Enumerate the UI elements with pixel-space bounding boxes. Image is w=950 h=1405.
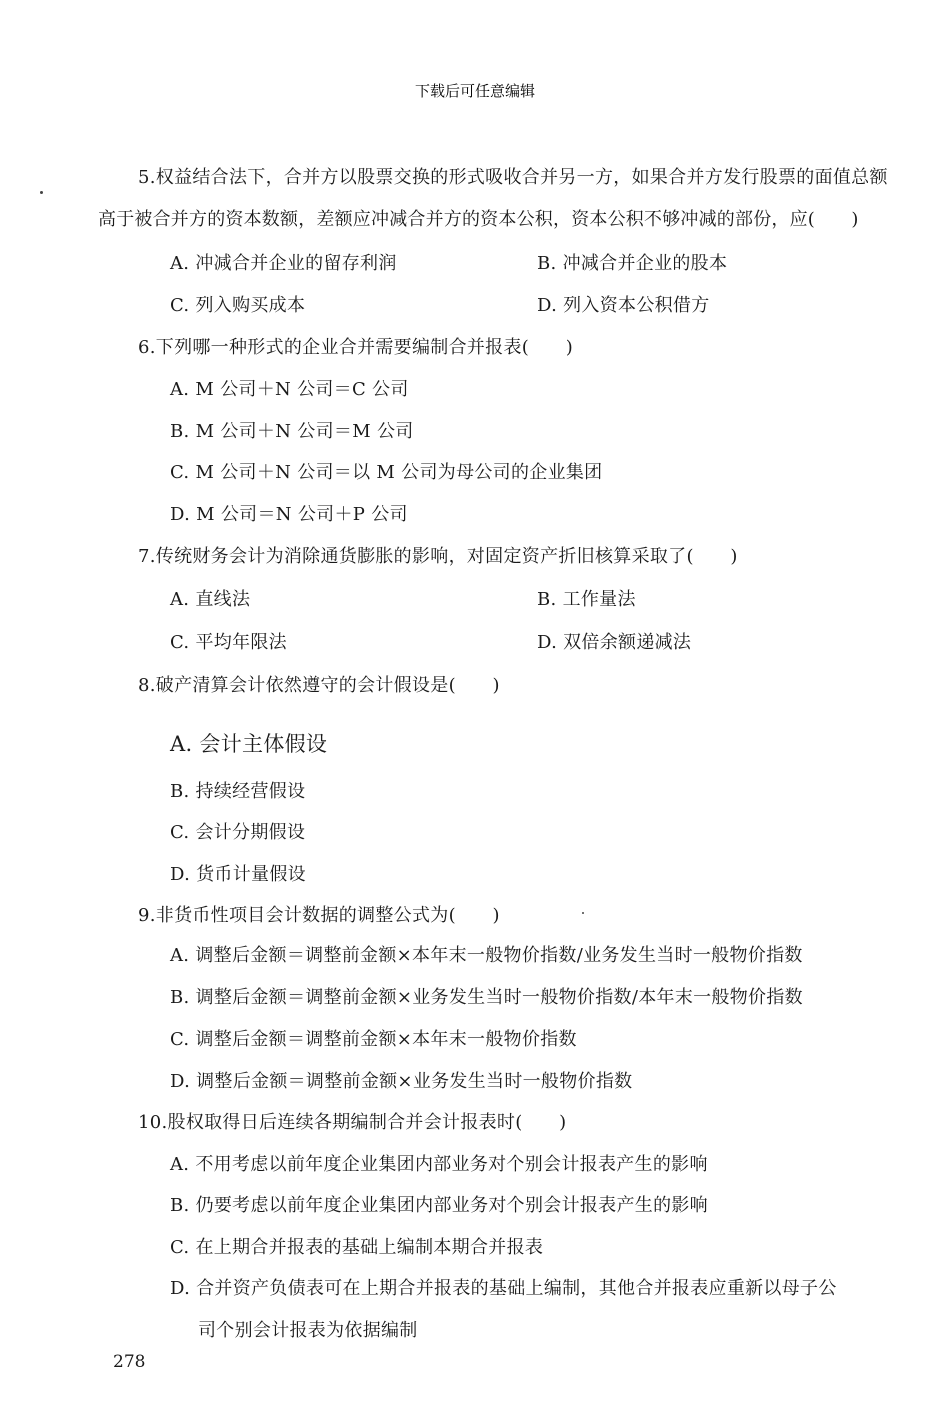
question-5-option-d: D. 列入资本公积借方 xyxy=(537,295,710,316)
question-8-stem: 8.破产清算会计依然遵守的会计假设是( ) xyxy=(138,675,500,696)
question-10-option-c: C. 在上期合并报表的基础上编制本期合并报表 xyxy=(170,1237,544,1258)
question-6-option-d: D. M 公司＝N 公司＋P 公司 xyxy=(170,504,408,525)
page-header: 下载后可任意编辑 xyxy=(414,82,535,100)
question-5-option-a: A. 冲减合并企业的留存利润 xyxy=(170,253,397,274)
question-10-option-b: B. 仍要考虑以前年度企业集团内部业务对个别会计报表产生的影响 xyxy=(170,1195,708,1216)
question-9-option-a: A. 调整后金额＝调整前金额×本年末一般物价指数/业务发生当时一般物价指数 xyxy=(170,945,803,966)
question-10-option-d: D. 合并资产负债表可在上期合并报表的基础上编制，其他合并报表应重新以母子公 xyxy=(170,1278,837,1299)
page-number: 278 xyxy=(113,1352,146,1372)
question-7-option-c: C. 平均年限法 xyxy=(170,632,287,653)
question-5-option-c: C. 列入购买成本 xyxy=(170,295,306,316)
question-8-option-b: B. 持续经营假设 xyxy=(170,781,306,802)
question-5-stem-continued: 高于被合并方的资本数额，差额应冲减合并方的资本公积，资本公积不够冲减的部份，应( ) xyxy=(98,209,859,230)
question-10-option-d-continued: 司个别会计报表为依据编制 xyxy=(198,1320,418,1341)
question-7-option-d: D. 双倍余额递减法 xyxy=(537,632,692,653)
question-9-option-b: B. 调整后金额＝调整前金额×业务发生当时一般物价指数/本年末一般物价指数 xyxy=(170,987,803,1008)
question-6-option-a: A. M 公司＋N 公司＝C 公司 xyxy=(170,379,409,400)
question-9-stem: 9.非货币性项目会计数据的调整公式为( ) xyxy=(138,905,500,926)
question-5-stem: 5.权益结合法下，合并方以股票交换的形式吸收合并另一方，如果合并方发行股票的面值总额 xyxy=(138,167,888,188)
question-6-option-b: B. M 公司＋N 公司＝M 公司 xyxy=(170,421,414,442)
question-7-stem: 7.传统财务会计为消除通货膨胀的影响，对固定资产折旧核算采取了( ) xyxy=(138,546,738,567)
question-10-option-a: A. 不用考虑以前年度企业集团内部业务对个别会计报表产生的影响 xyxy=(170,1154,708,1175)
question-7-option-a: A. 直线法 xyxy=(170,589,251,610)
question-8-option-c: C. 会计分期假设 xyxy=(170,822,306,843)
question-7-option-b: B. 工作量法 xyxy=(537,589,636,610)
question-5-option-b: B. 冲减合并企业的股本 xyxy=(537,253,728,274)
question-8-option-d: D. 货币计量假设 xyxy=(170,864,306,885)
question-8-option-a: A. 会计主体假设 xyxy=(170,732,328,756)
question-6-option-c: C. M 公司＋N 公司＝以 M 公司为母公司的企业集团 xyxy=(170,462,603,483)
question-9-option-d: D. 调整后金额＝调整前金额×业务发生当时一般物价指数 xyxy=(170,1071,633,1092)
question-9-option-c: C. 调整后金额＝调整前金额×本年末一般物价指数 xyxy=(170,1029,577,1050)
question-10-stem: 10.股权取得日后连续各期编制合并会计报表时( ) xyxy=(138,1112,567,1133)
scan-speck xyxy=(582,912,584,914)
question-6-stem: 6.下列哪一种形式的企业合并需要编制合并报表( ) xyxy=(138,337,574,358)
scan-speck xyxy=(40,191,43,194)
